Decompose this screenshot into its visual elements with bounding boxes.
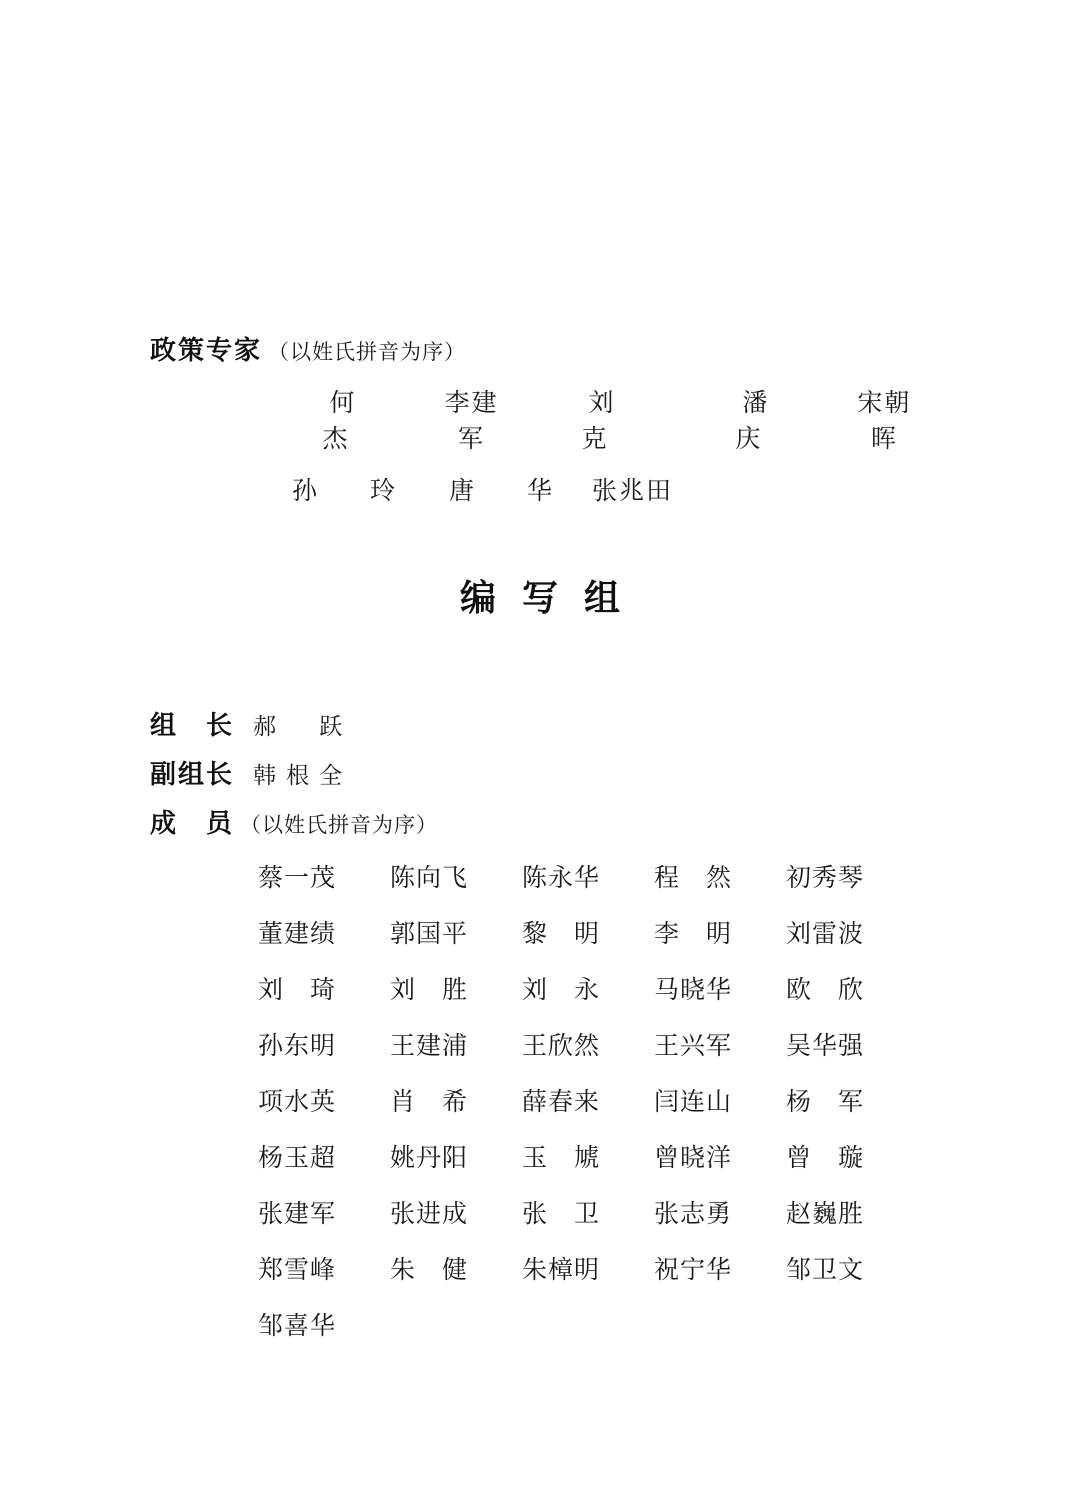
policy-experts-row: [278, 471, 950, 507]
person-name: 刘雷波: [786, 919, 865, 948]
person-name: 初秀琴: [786, 863, 865, 892]
member-name-grid: [258, 858, 918, 1342]
member-row: [258, 1082, 918, 1118]
person-name: 张志勇: [654, 1199, 733, 1228]
deputy-leader-name: 韩根全: [253, 763, 353, 789]
person-name: 玉 虓: [522, 1143, 601, 1172]
person-name: 董建绩: [258, 919, 337, 948]
person-name: 姚丹阳: [390, 1143, 469, 1172]
person-name: 宋朝晖: [857, 388, 912, 453]
member-row: [258, 1250, 918, 1286]
person-name: 刘 永: [522, 975, 601, 1004]
person-name: 曾晓洋: [654, 1143, 733, 1172]
person-name: 邹卫文: [786, 1255, 865, 1284]
person-name: 唐 华: [449, 476, 567, 505]
policy-experts-label: 政策专家: [150, 336, 263, 366]
member-row: [258, 1306, 918, 1342]
person-name: 刘 琦: [258, 975, 337, 1004]
group-leader-name: 郝 跃: [253, 714, 353, 740]
person-name: 杨玉超: [258, 1143, 337, 1172]
person-name: 黎 明: [522, 919, 601, 948]
writing-group-heading: 编写组: [459, 577, 646, 619]
person-name: 邹喜华: [258, 1311, 337, 1340]
member-row: [258, 1138, 918, 1174]
person-name: 刘 克: [581, 388, 667, 453]
members-label: 成 员: [150, 809, 235, 839]
person-name: 薛春来: [522, 1087, 601, 1116]
person-name: 欧 欣: [786, 975, 865, 1004]
person-name: 吴华强: [786, 1031, 865, 1060]
member-row: [258, 914, 918, 950]
person-name: 闫连山: [654, 1087, 733, 1116]
policy-experts-heading: [150, 330, 950, 367]
member-row: [258, 1026, 918, 1062]
policy-experts-section: [150, 330, 950, 523]
deputy-leader-label: 副组长: [150, 760, 235, 790]
person-name: 李 明: [654, 919, 733, 948]
person-name: 孙 玲: [292, 476, 410, 505]
member-row: [258, 970, 918, 1006]
person-name: 刘 胜: [390, 975, 469, 1004]
group-leader-line: [150, 705, 970, 742]
person-name: 程 然: [654, 863, 733, 892]
member-row: [258, 858, 918, 894]
person-name: 项水英: [258, 1087, 337, 1116]
person-name: 张建军: [258, 1199, 337, 1228]
person-name: 曾 璇: [786, 1143, 865, 1172]
person-name: 朱樟明: [522, 1255, 601, 1284]
members-heading: [150, 803, 970, 840]
member-row: [258, 1194, 918, 1230]
deputy-leader-line: [150, 754, 970, 791]
person-name: 杨 军: [786, 1087, 865, 1116]
person-name: 李建军: [444, 388, 499, 453]
person-name: 张兆田: [592, 476, 674, 505]
person-name: 朱 健: [390, 1255, 469, 1284]
person-name: 肖 希: [390, 1087, 469, 1116]
person-name: 潘 庆: [735, 388, 821, 453]
person-name: 马晓华: [654, 975, 733, 1004]
person-name: 祝宁华: [654, 1255, 733, 1284]
group-leader-label: 组 长: [150, 711, 235, 741]
person-name: 郭国平: [390, 919, 469, 948]
person-name: 王兴军: [654, 1031, 733, 1060]
policy-experts-name-list: [278, 383, 950, 507]
person-name: 王建浦: [390, 1031, 469, 1060]
person-name: 郑雪峰: [258, 1255, 337, 1284]
person-name: 何 杰: [322, 388, 408, 453]
person-name: 蔡一茂: [258, 863, 337, 892]
person-name: 陈永华: [522, 863, 601, 892]
policy-experts-row: [278, 383, 950, 455]
writing-group-section: [150, 705, 970, 1362]
policy-experts-note: （以姓氏拼音为序）: [268, 340, 467, 364]
members-note: （以姓氏拼音为序）: [240, 813, 439, 837]
person-name: 陈向飞: [390, 863, 469, 892]
person-name: 王欣然: [522, 1031, 601, 1060]
person-name: 赵巍胜: [786, 1199, 865, 1228]
person-name: 张 卫: [522, 1199, 601, 1228]
person-name: 张进成: [390, 1199, 469, 1228]
person-name: 孙东明: [258, 1031, 337, 1060]
